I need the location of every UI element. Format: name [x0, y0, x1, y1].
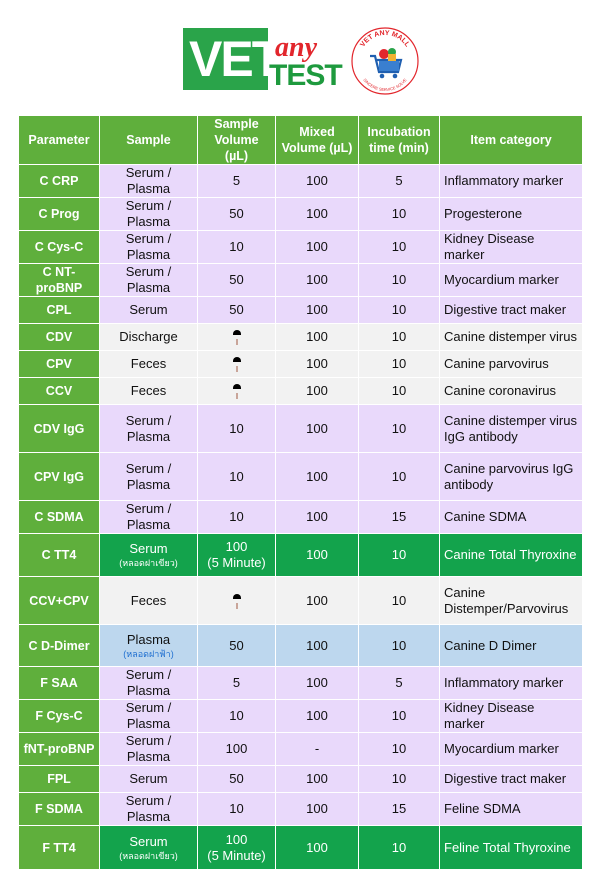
table-row	[19, 700, 583, 733]
sample-cell: Serum / Plasma	[100, 198, 198, 231]
mixed-volume-cell: 100	[276, 793, 359, 826]
parameter-cell: C NT-proBNP	[19, 264, 100, 297]
table-row	[19, 351, 583, 378]
incubation-cell: 10	[359, 324, 440, 351]
dropper-icon	[232, 381, 242, 401]
parameter-cell: C Cys-C	[19, 231, 100, 264]
category-cell: Digestive tract maker	[440, 766, 583, 793]
svg-text:VET ANY MALL: VET ANY MALL	[359, 29, 411, 49]
incubation-cell: 10	[359, 198, 440, 231]
tube-note: (หลอดฝาเขียว)	[119, 558, 178, 568]
category-cell: Kidney Disease marker	[440, 231, 583, 264]
parameter-cell: F TT4	[19, 826, 100, 870]
category-cell: Canine Distemper/Parvovirus	[440, 577, 583, 625]
test-logo-text: TEST	[269, 59, 342, 92]
category-cell: Canine distemper virus IgG antibody	[440, 405, 583, 453]
sample-cell: Serum / Plasma	[100, 700, 198, 733]
sample-cell: Serum / Plasma	[100, 405, 198, 453]
incubation-cell: 10	[359, 378, 440, 405]
vet-any-mall-logo	[350, 26, 420, 96]
svg-text:SINCERE SERVICE SOLVE: SINCERE SERVICE SOLVE	[362, 77, 408, 93]
mixed-volume-cell: 100	[276, 625, 359, 667]
sample-volume-cell: 100 (5 Minute)	[198, 534, 276, 577]
incubation-cell: 10	[359, 453, 440, 501]
mixed-volume-cell: 100	[276, 231, 359, 264]
parameter-cell: C CRP	[19, 165, 100, 198]
category-cell: Progesterone	[440, 198, 583, 231]
table-row	[19, 501, 583, 534]
table-row	[19, 264, 583, 297]
parameter-cell: F SAA	[19, 667, 100, 700]
table-row	[19, 405, 583, 453]
category-cell: Canine SDMA	[440, 501, 583, 534]
sample-volume-cell: 100	[198, 733, 276, 766]
category-cell: Canine Total Thyroxine	[440, 534, 583, 577]
mixed-volume-cell: 100	[276, 700, 359, 733]
sample-cell: Serum	[100, 297, 198, 324]
mixed-volume-cell: 100	[276, 534, 359, 577]
incubation-cell: 10	[359, 733, 440, 766]
sample-volume-cell: 10	[198, 453, 276, 501]
category-cell: Kidney Disease marker	[440, 700, 583, 733]
sample-cell: Serum / Plasma	[100, 793, 198, 826]
table-row	[19, 625, 583, 667]
mixed-volume-cell: 100	[276, 577, 359, 625]
sample-cell: Serum / Plasma	[100, 453, 198, 501]
parameter-cell: FPL	[19, 766, 100, 793]
parameter-cell: fNT-proBNP	[19, 733, 100, 766]
table-header-row	[19, 116, 583, 165]
sample-cell: Serum / Plasma	[100, 165, 198, 198]
dropper-icon	[232, 354, 242, 374]
category-cell: Digestive tract maker	[440, 297, 583, 324]
sample-volume-cell: 50	[198, 625, 276, 667]
mixed-volume-cell: 100	[276, 453, 359, 501]
category-cell: Myocardium marker	[440, 733, 583, 766]
sample-volume-cell: 5	[198, 165, 276, 198]
table-row	[19, 324, 583, 351]
dropper-icon	[232, 591, 242, 611]
parameter-cell: C Prog	[19, 198, 100, 231]
category-cell: Canine parvovirus IgG antibody	[440, 453, 583, 501]
mixed-volume-cell: 100	[276, 501, 359, 534]
table-row	[19, 733, 583, 766]
sample-cell: Serum (หลอดฝาเขียว)	[100, 826, 198, 870]
mixed-volume-cell: 100	[276, 826, 359, 870]
category-cell: Canine distemper virus	[440, 324, 583, 351]
sample-cell: Serum	[100, 766, 198, 793]
header-parameter: Parameter	[19, 116, 100, 165]
sample-cell: Serum / Plasma	[100, 733, 198, 766]
parameter-cell: CCV+CPV	[19, 577, 100, 625]
incubation-cell: 10	[359, 625, 440, 667]
sample-cell: Feces	[100, 577, 198, 625]
sample-volume-cell: 50	[198, 297, 276, 324]
sample-volume-cell: 100 (5 Minute)	[198, 826, 276, 870]
incubation-cell: 10	[359, 351, 440, 378]
vet-any-test-logo	[183, 28, 342, 98]
parameter-cell: CPV	[19, 351, 100, 378]
sample-volume-cell: 50	[198, 264, 276, 297]
sample-cell: Feces	[100, 351, 198, 378]
table-row	[19, 577, 583, 625]
mixed-volume-cell: 100	[276, 264, 359, 297]
incubation-cell: 5	[359, 165, 440, 198]
sample-volume-cell: 10	[198, 793, 276, 826]
sample-volume-cell: 10	[198, 700, 276, 733]
header-sample-volume: Sample Volume (µL)	[198, 116, 276, 165]
table-row	[19, 453, 583, 501]
header-item-category: Item category	[440, 116, 583, 165]
category-cell: Feline Total Thyroxine	[440, 826, 583, 870]
incubation-cell: 10	[359, 231, 440, 264]
any-logo-text: any	[275, 32, 317, 63]
category-cell: Inflammatory marker	[440, 667, 583, 700]
tube-note: (หลอดฝาเขียว)	[119, 850, 178, 861]
category-cell: Canine D Dimer	[440, 625, 583, 667]
category-cell: Myocardium marker	[440, 264, 583, 297]
table-row	[19, 766, 583, 793]
mixed-volume-cell: 100	[276, 351, 359, 378]
mixed-volume-cell: 100	[276, 766, 359, 793]
mixed-volume-cell: -	[276, 733, 359, 766]
incubation-cell: 10	[359, 297, 440, 324]
mixed-volume-cell: 100	[276, 667, 359, 700]
sample-volume-cell: 10	[198, 231, 276, 264]
table-row	[19, 826, 583, 870]
tube-note: (หลอดฝาฟ้า)	[123, 648, 174, 659]
table-row	[19, 378, 583, 405]
parameter-cell: CPL	[19, 297, 100, 324]
incubation-cell: 15	[359, 501, 440, 534]
header-incubation-time: Incubation time (min)	[359, 116, 440, 165]
mixed-volume-cell: 100	[276, 405, 359, 453]
mixed-volume-cell: 100	[276, 297, 359, 324]
sample-cell: Serum / Plasma	[100, 231, 198, 264]
incubation-cell: 10	[359, 700, 440, 733]
incubation-cell: 10	[359, 577, 440, 625]
sample-cell: Serum / Plasma	[100, 501, 198, 534]
incubation-cell: 15	[359, 793, 440, 826]
header	[0, 0, 600, 112]
sample-cell: Feces	[100, 378, 198, 405]
table-row	[19, 793, 583, 826]
test-parameter-table	[18, 115, 583, 870]
incubation-cell: 5	[359, 667, 440, 700]
table-row	[19, 231, 583, 264]
sample-cell: Serum / Plasma	[100, 667, 198, 700]
table-row	[19, 198, 583, 231]
category-cell: Feline SDMA	[440, 793, 583, 826]
parameter-cell: CDV	[19, 324, 100, 351]
mixed-volume-cell: 100	[276, 378, 359, 405]
category-cell: Canine coronavirus	[440, 378, 583, 405]
sample-cell: Serum / Plasma	[100, 264, 198, 297]
sample-volume-cell	[198, 351, 276, 378]
incubation-cell: 10	[359, 264, 440, 297]
sample-volume-cell	[198, 577, 276, 625]
table-row	[19, 534, 583, 577]
parameter-cell: C SDMA	[19, 501, 100, 534]
sample-volume-cell: 10	[198, 405, 276, 453]
mixed-volume-cell: 100	[276, 165, 359, 198]
header-mixed-volume: Mixed Volume (µL)	[276, 116, 359, 165]
incubation-cell: 10	[359, 826, 440, 870]
incubation-cell: 10	[359, 534, 440, 577]
header-sample: Sample	[100, 116, 198, 165]
table-row	[19, 165, 583, 198]
parameter-cell: F SDMA	[19, 793, 100, 826]
incubation-cell: 10	[359, 405, 440, 453]
mixed-volume-cell: 100	[276, 198, 359, 231]
parameter-cell: CPV IgG	[19, 453, 100, 501]
sample-cell: Discharge	[100, 324, 198, 351]
sample-volume-cell: 50	[198, 766, 276, 793]
dropper-icon	[232, 327, 242, 347]
vet-logo-text: VET	[189, 31, 281, 87]
mixed-volume-cell: 100	[276, 324, 359, 351]
sample-cell: Plasma (หลอดฝาฟ้า)	[100, 625, 198, 667]
sample-cell: Serum (หลอดฝาเขียว)	[100, 534, 198, 577]
sample-volume-cell: 10	[198, 501, 276, 534]
incubation-cell: 10	[359, 766, 440, 793]
table-row	[19, 297, 583, 324]
parameter-cell: C D-Dimer	[19, 625, 100, 667]
sample-volume-cell: 5	[198, 667, 276, 700]
parameter-cell: C TT4	[19, 534, 100, 577]
parameter-cell: F Cys-C	[19, 700, 100, 733]
sample-volume-cell: 50	[198, 198, 276, 231]
category-cell: Inflammatory marker	[440, 165, 583, 198]
parameter-cell: CDV IgG	[19, 405, 100, 453]
sample-volume-cell	[198, 378, 276, 405]
sample-volume-cell	[198, 324, 276, 351]
category-cell: Canine parvovirus	[440, 351, 583, 378]
table-row	[19, 667, 583, 700]
parameter-cell: CCV	[19, 378, 100, 405]
